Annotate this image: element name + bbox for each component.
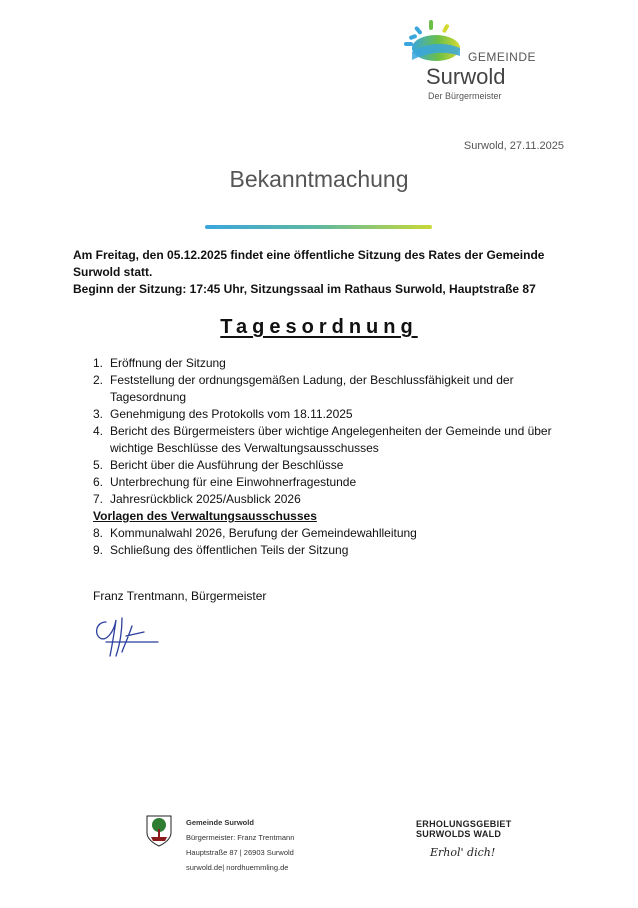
agenda-item-text: Genehmigung des Protokolls vom 18.11.2025 [110, 407, 353, 421]
sun-hill-logo-icon [398, 18, 468, 68]
agenda-item-text: Kommunalwahl 2026, Berufung der Gemeindewahlleitung [110, 526, 417, 540]
agenda-item [93, 423, 573, 457]
agenda-item-number: 6. [93, 475, 104, 489]
intro-text [73, 247, 573, 298]
agenda-item-number: 4. [93, 424, 104, 438]
agenda-item [93, 491, 573, 508]
agenda-item-number: 2. [93, 373, 104, 387]
agenda-item-text: Bericht über die Ausführung der Beschlüsse [110, 458, 344, 472]
agenda-item [93, 355, 573, 372]
agenda-item-text: Unterbrechung für eine Einwohnerfragestunde [110, 475, 357, 489]
agenda-item [93, 542, 573, 559]
footer-slogan: Erhol' dich! [430, 846, 496, 859]
agenda-item-number: 9. [93, 543, 104, 557]
footer-mayor: Bürgermeister: Franz Trentmann [186, 833, 295, 842]
intro-line-2: Beginn der Sitzung: 17:45 Uhr, Sitzungssaal im Rathaus Surwold, Hauptstraße 87 [73, 282, 536, 296]
logo-gemeinde-text: GEMEINDE [468, 50, 537, 64]
footer-address [186, 815, 294, 875]
agenda-heading: Tagesordnung [220, 316, 418, 338]
gemeinde-logo [398, 18, 548, 108]
agenda-item [93, 525, 573, 542]
logo-subtitle: Der Bürgermeister [428, 91, 502, 101]
place-date: Surwold, 27.11.2025 [463, 140, 564, 152]
agenda-item-text: Bericht des Bürgermeisters über wichtige Angelegenheiten der Gemeinde und über wichtige Beschlüsse des Verwaltungsausschusses [110, 424, 552, 455]
intro-line-1: Am Freitag, den 05.12.2025 findet eine öffentliche Sitzung des Rates der Gemeinde Surwold statt. [73, 248, 545, 279]
agenda-item [93, 406, 573, 423]
agenda-item [93, 372, 573, 406]
agenda-item-number: 8. [93, 526, 104, 540]
agenda-subheading: Vorlagen des Verwaltungsausschusses [93, 509, 317, 523]
agenda-item-number: 5. [93, 458, 104, 472]
agenda-item-text: Jahresrückblick 2025/Ausblick 2026 [110, 492, 301, 506]
agenda-item-text: Schließung des öffentlichen Teils der Sitzung [110, 543, 349, 557]
agenda-item-number: 7. [93, 492, 104, 506]
agenda-item-text: Feststellung der ordnungsgemäßen Ladung, der Beschlussfähigkeit und der Tagesordnung [110, 373, 514, 404]
footer-street: Hauptstraße 87 | 26903 Surwold [186, 848, 294, 857]
agenda-item-number: 1. [93, 356, 104, 370]
region-line-1: ERHOLUNGSGEBIET [416, 819, 512, 829]
footer-org: Gemeinde Surwold [186, 818, 254, 827]
footer-region [416, 819, 512, 839]
agenda-item [93, 474, 573, 491]
logo-name-text: Surwold [426, 64, 506, 89]
signature-icon [92, 612, 168, 658]
title-divider [205, 225, 432, 229]
agenda-item-number: 3. [93, 407, 104, 421]
footer-web: surwold.de| nordhuemmling.de [186, 863, 289, 872]
agenda-item [93, 457, 573, 474]
agenda-item-text: Eröffnung der Sitzung [110, 356, 226, 370]
region-line-2: SURWOLDS WALD [416, 829, 502, 839]
agenda-list [93, 355, 573, 559]
signoff: Franz Trentmann, Bürgermeister [93, 589, 267, 603]
coat-of-arms-icon [146, 815, 172, 847]
page-title: Bekanntmachung [229, 166, 409, 192]
